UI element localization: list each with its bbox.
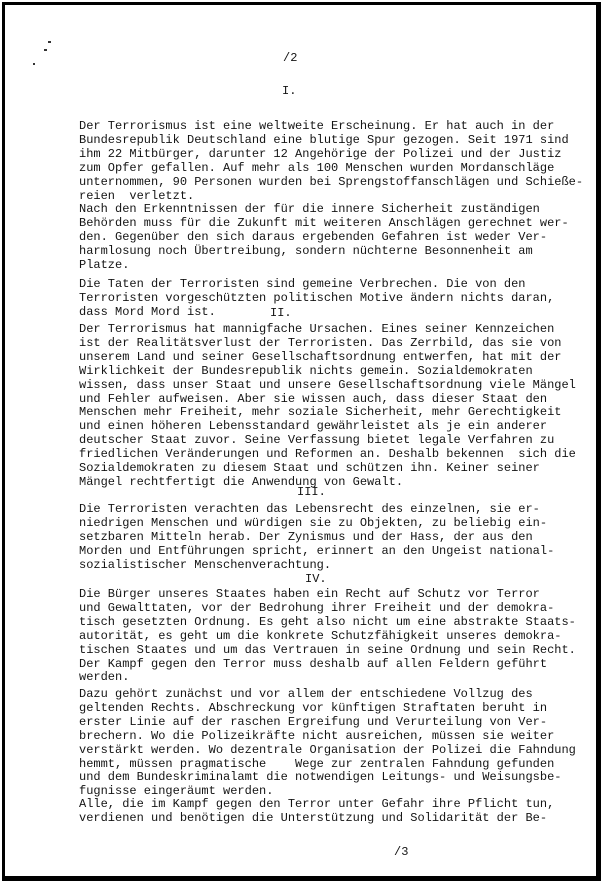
text-line: Die Terroristen verachten das Lebensrecht des einzelnen, sie er-: [79, 502, 540, 516]
text-line: den. Gegenüber den sich daraus ergebenden Gefahren ist weder Ver-: [79, 229, 548, 244]
text-line: Die Bürger unseres Staates haben ein Recht auf Schutz vor Terror: [79, 587, 540, 601]
section-heading-2: II.: [270, 306, 292, 320]
text-line: autorität, es geht um die konkrete Schutzfähigkeit unseres demokra-: [79, 628, 562, 643]
text-line: geltenden Rechts. Abschreckung vor künftigen Straftaten beruht in: [79, 700, 548, 715]
section-heading-4: IV.: [305, 572, 327, 586]
text-line: Dazu gehört zunächst und vor allem der entschiedene Vollzug des: [79, 687, 533, 701]
text-line: Die Taten der Terroristen sind gemeine Verbrechen. Die von den: [79, 277, 526, 291]
text-line: Wirklichkeit der Bundesrepublik nichts gemein. Sozialdemokraten: [79, 363, 533, 378]
text-line: friedlichen Veränderungen und Reformen an. Deshalb bekennen sich die: [79, 447, 576, 462]
paragraph-5: [79, 503, 554, 573]
text-line: Bundesrepublik Deutschland eine blutige Spur gezogen. Seit 1971 sind: [79, 132, 569, 147]
text-line: und dem Bundeskriminalamt die notwendigen Leitungs- und Weisungsbe-: [79, 770, 562, 785]
text-line: zum Opfer gefallen. Auf mehr als 100 Menschen wurden Mordanschläge: [79, 160, 555, 175]
text-line: ist der Realitätsverlust der Terroristen. Das Zerrbild, das sie von: [79, 335, 562, 350]
text-line: unternommen, 90 Personen wurden bei Sprengstoffanschlägen und Schieße-: [79, 174, 584, 189]
text-line: und Gewalttaten, vor der Bedrohung ihrer Freiheit und der demokra-: [79, 600, 555, 615]
text-line: dass Mord Mord ist.: [79, 304, 216, 319]
text-line: tischen Staates und um das Vertrauen in seine Ordnung und sein Recht.: [79, 642, 576, 657]
scan-speck: [33, 63, 35, 65]
text-line: sozialistischer Menschenverachtung.: [79, 557, 332, 572]
text-line: Sozialdemokraten zu diesem Staat und schützen ihn. Keiner seiner: [79, 461, 540, 476]
text-line: reien verletzt.: [79, 188, 195, 203]
text-line: Alle, die im Kampf gegen den Terror unter Gefahr ihre Pflicht tun,: [79, 797, 555, 811]
text-line: Terroristen vorgeschützten politischen Motive ändern nichts daran,: [79, 290, 555, 305]
text-line: Menschen mehr Freiheit, mehr soziale Sicherheit, mehr Gerechtigkeit: [79, 405, 562, 420]
text-line: und Fehler aufweisen. Aber sie wissen auch, dass dieser Staat den: [79, 391, 548, 406]
text-line: fugnisse eingeräumt werden.: [79, 784, 274, 799]
text-line: Nach den Erkenntnissen der für die innere Sicherheit zuständigen: [79, 202, 540, 216]
text-line: Platze.: [79, 257, 130, 272]
text-line: erster Linie auf der raschen Ergreifung und Verurteilung von Ver-: [79, 714, 548, 729]
text-line: verdienen und benötigen die Unterstützung und Solidarität der Be-: [79, 810, 548, 825]
text-line: unserem Land und seiner Gesellschaftsordnung entwerfen, hat mit der: [79, 349, 562, 364]
section-heading-1: I.: [282, 84, 297, 98]
paragraph-6: [79, 588, 576, 685]
text-line: verstärkt werden. Wo dezentrale Organisation der Polizei die Fahndung: [79, 742, 576, 757]
scan-speck: [44, 49, 47, 51]
paragraph-7: [79, 688, 576, 799]
paragraph-2: [79, 203, 569, 273]
text-line: harmlosung noch Übertreibung, sondern nüchterne Besonnenheit am: [79, 243, 533, 258]
text-line: niedrigen Menschen und würdigen sie zu Objekten, zu beliebig ein-: [79, 515, 548, 530]
paragraph-3: [79, 278, 554, 320]
text-line: wissen, dass unser Staat und unsere Gesellschaftsordnung viele Mängel: [79, 377, 576, 392]
paragraph-1: [79, 120, 583, 203]
text-line: ihm 22 Mitbürger, darunter 12 Angehörige der Polizei und der Justiz: [79, 146, 562, 161]
page-number-bottom: /3: [394, 845, 409, 859]
scan-speck: [48, 41, 51, 43]
text-line: Der Kampf gegen den Terror muss deshalb auf allen Feldern geführt: [79, 656, 548, 671]
text-line: Behörden muss für die Zukunft mit weiteren Anschlägen gerechnet wer-: [79, 215, 569, 230]
paragraph-8: [79, 798, 554, 826]
text-line: Der Terrorismus hat mannigfache Ursachen. Eines seiner Kennzeichen: [79, 322, 555, 336]
text-line: hemmt, müssen pragmatische Wege zur zentralen Fahndung gefunden: [79, 756, 555, 771]
paragraph-4: [79, 323, 576, 490]
text-line: brechern. Wo die Polizeikräfte nicht ausreichen, müssen sie weiter: [79, 728, 555, 743]
page-number-top: /2: [283, 51, 298, 65]
text-line: Morden und Entführungen spricht, erinnert an den Ungeist national-: [79, 543, 555, 558]
text-line: tisch gesetzten Ordnung. Es geht also nicht um eine abstrakte Staats-: [79, 614, 576, 629]
text-line: deutscher Staat zuvor. Seine Verfassung bietet legale Verfahren zu: [79, 433, 555, 448]
text-line: setzbaren Mitteln herab. Der Zynismus und der Hass, der aus den: [79, 529, 533, 544]
text-line: Der Terrorismus ist eine weltweite Erscheinung. Er hat auch in der: [79, 119, 555, 133]
text-line: werden.: [79, 670, 130, 685]
text-line: Mängel rechtfertigt die Anwendung von Gewalt.: [79, 474, 404, 489]
text-line: und einen höheren Lebensstandard gewährleistet als je ein anderer: [79, 419, 548, 434]
section-heading-3: III.: [297, 485, 326, 499]
